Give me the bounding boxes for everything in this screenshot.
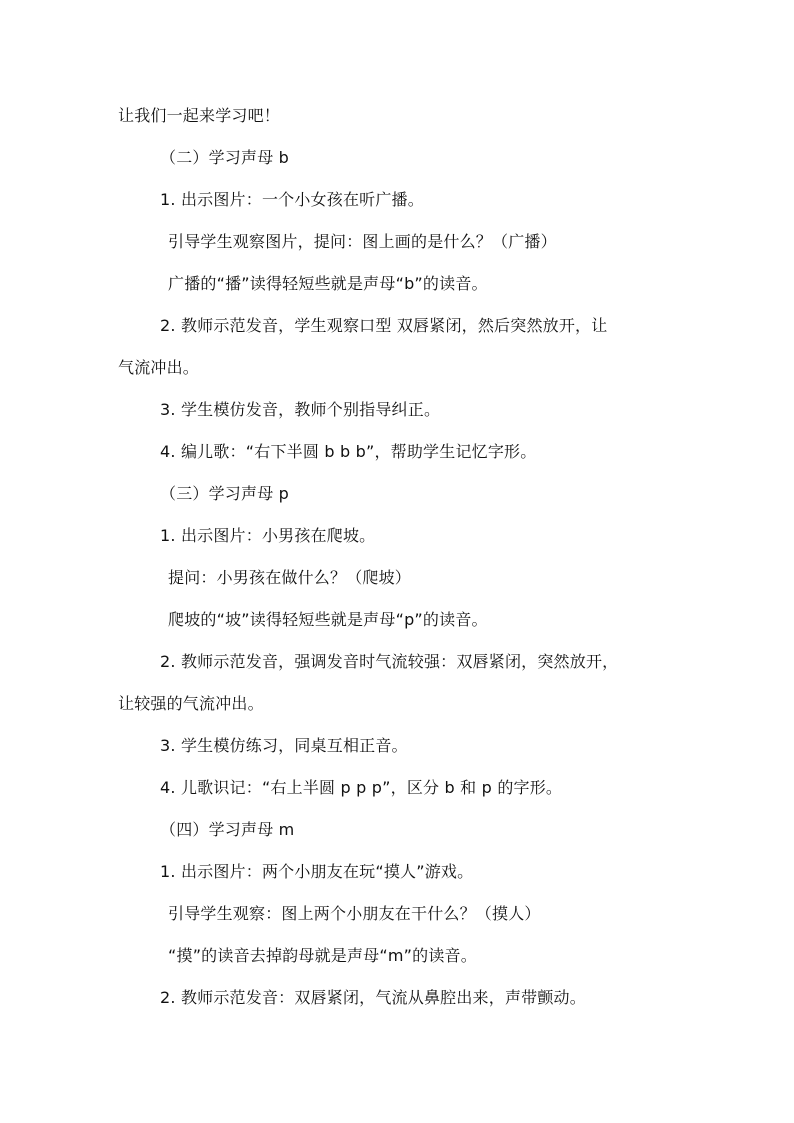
step-p-2: 2. 教师示范发音，强调发音时气流较强：双唇紧闭，突然放开， (160, 652, 619, 671)
step-b-3: 3. 学生模仿发音，教师个别指导纠正。 (160, 400, 441, 419)
step-p-1: 1. 出示图片：小男孩在爬坡。 (160, 526, 376, 545)
step-b-1: 1. 出示图片：一个小女孩在听广播。 (160, 190, 424, 209)
step-b-1-explanation: 广播的“播”读得轻短些就是声母“b”的读音。 (168, 274, 488, 293)
paragraph-intro: 让我们一起来学习吧！ (118, 106, 281, 125)
section-heading-m: （四）学习声母 m (160, 820, 295, 839)
step-p-2-continued: 让较强的气流冲出。 (118, 694, 264, 713)
step-b-2: 2. 教师示范发音，学生观察口型 双唇紧闭，然后突然放开，让 (160, 316, 608, 335)
step-p-1-explanation: 爬坡的“坡”读得轻短些就是声母“p”的读音。 (168, 610, 488, 629)
step-b-1-question: 引导学生观察图片，提问：图上画的是什么？（广播） (168, 232, 557, 251)
step-p-4: 4. 儿歌识记：“右上半圆 p p p”，区分 b 和 p 的字形。 (160, 778, 563, 797)
step-m-2: 2. 教师示范发音：双唇紧闭，气流从鼻腔出来，声带颤动。 (160, 988, 586, 1007)
step-m-1: 1. 出示图片：两个小朋友在玩“摸人”游戏。 (160, 862, 474, 881)
step-b-2-continued: 气流冲出。 (118, 358, 200, 377)
step-m-1-question: 引导学生观察：图上两个小朋友在干什么？（摸人） (168, 904, 541, 923)
section-heading-b: （二）学习声母 b (160, 148, 290, 167)
section-heading-p: （三）学习声母 p (160, 484, 290, 503)
step-p-1-question: 提问：小男孩在做什么？（爬坡） (168, 568, 412, 587)
step-p-3: 3. 学生模仿练习，同桌互相正音。 (160, 736, 408, 755)
step-m-1-explanation: “摸”的读音去掉韵母就是声母“m”的读音。 (168, 946, 477, 965)
step-b-4: 4. 编儿歌：“右下半圆 b b b”，帮助学生记忆字形。 (160, 442, 537, 461)
